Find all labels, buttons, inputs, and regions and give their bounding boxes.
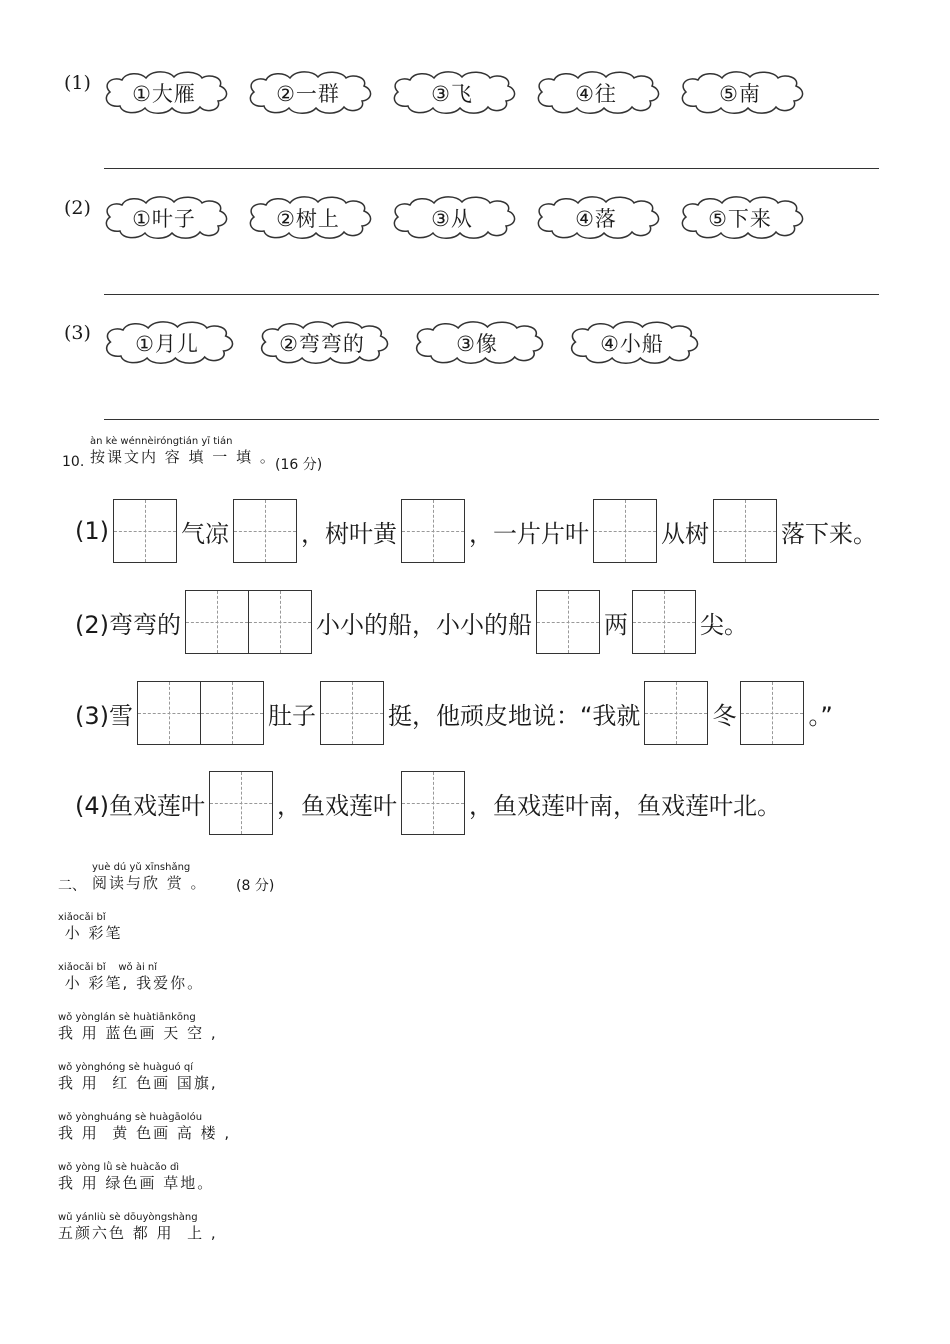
tian-grid-answer-box[interactable] bbox=[185, 590, 249, 654]
word-cloud-label: ④往 bbox=[575, 82, 617, 106]
poem-line-pinyin: wǒ yònghuáng sè huàgāolóu bbox=[58, 1112, 203, 1123]
poem-line bbox=[58, 962, 204, 992]
sort-question-number: (3) bbox=[64, 322, 91, 344]
word-cloud bbox=[532, 70, 660, 114]
word-cloud-label: ①月儿 bbox=[135, 332, 199, 356]
tian-grid-answer-box[interactable] bbox=[401, 499, 465, 563]
word-cloud-label: ②树上 bbox=[276, 207, 340, 231]
poem-line-pinyin: wǔ yánliù sè dōuyòngshàng bbox=[58, 1212, 198, 1223]
sort-question-number: (2) bbox=[64, 197, 91, 219]
poem-line bbox=[58, 1212, 218, 1242]
word-cloud-label: ③像 bbox=[456, 332, 498, 356]
poem-line bbox=[58, 912, 123, 942]
tian-grid-answer-box[interactable] bbox=[644, 681, 708, 745]
tian-grid-answer-box[interactable] bbox=[632, 590, 696, 654]
poem-line-pinyin: xiǎocǎi bǐ bbox=[58, 912, 106, 923]
question-10-pinyin: àn kè wénnèiróngtián yī tián bbox=[90, 436, 233, 447]
tian-grid-answer-box[interactable] bbox=[713, 499, 777, 563]
tian-grid-answer-box[interactable] bbox=[233, 499, 297, 563]
tian-grid-answer-box[interactable] bbox=[536, 590, 600, 654]
fill-row-text: 小小的船，小小的船 bbox=[316, 610, 532, 639]
fill-row-text: (2)弯弯的 bbox=[75, 610, 181, 639]
poem-line bbox=[58, 1062, 218, 1092]
section-2-prefix: 二、 bbox=[58, 878, 86, 894]
answer-line[interactable] bbox=[104, 168, 879, 169]
fill-row-text: 尖。 bbox=[700, 610, 748, 639]
fill-row-text: ，树叶黄 bbox=[301, 519, 397, 548]
tian-grid-answer-box[interactable] bbox=[740, 681, 804, 745]
poem-line-text: 我 用 绿色画 草地。 bbox=[58, 1174, 215, 1192]
fill-row-text: 。” bbox=[808, 701, 833, 730]
word-cloud-label: ④小船 bbox=[600, 332, 664, 356]
fill-row-text: (1) bbox=[75, 517, 109, 545]
fill-row-text: 肚子 bbox=[268, 701, 316, 730]
tian-grid-answer-box[interactable] bbox=[401, 771, 465, 835]
poem-line-text: 小 彩笔, 我爱你。 bbox=[58, 974, 205, 992]
word-cloud-label: ⑤下来 bbox=[708, 207, 772, 231]
poem-line-text: 我 用 红 色画 国旗, bbox=[58, 1074, 218, 1092]
fill-row-text: 冬 bbox=[712, 701, 737, 730]
word-cloud-label: ②一群 bbox=[276, 82, 340, 106]
fill-row-text: ，鱼戏莲叶南，鱼戏莲叶北。 bbox=[469, 791, 781, 820]
word-cloud bbox=[410, 320, 544, 364]
word-cloud bbox=[532, 195, 660, 239]
fill-row-text: ，鱼戏莲叶 bbox=[277, 791, 397, 820]
word-cloud bbox=[565, 320, 699, 364]
word-cloud-label: ③飞 bbox=[431, 82, 473, 106]
tian-grid-answer-box[interactable] bbox=[113, 499, 177, 563]
word-cloud bbox=[255, 320, 389, 364]
poem-line-pinyin: wǒ yònghóng sè huàguó qí bbox=[58, 1062, 193, 1073]
fill-row-text: 从树 bbox=[661, 519, 709, 548]
word-cloud-label: ②弯弯的 bbox=[279, 332, 365, 356]
word-cloud bbox=[388, 195, 516, 239]
fill-row bbox=[75, 680, 833, 746]
poem-line-pinyin: xiǎocǎi bǐ wǒ ài nǐ bbox=[58, 962, 158, 973]
word-cloud-label: ①叶子 bbox=[132, 207, 196, 231]
word-cloud-label: ③从 bbox=[431, 207, 473, 231]
section-2-text: 阅读与欣 赏 。 bbox=[92, 874, 208, 892]
fill-row-text: 落下来。 bbox=[781, 519, 877, 548]
tian-grid-answer-box[interactable] bbox=[209, 771, 273, 835]
word-cloud bbox=[100, 195, 228, 239]
word-cloud bbox=[100, 320, 234, 364]
section-2-pinyin: yuè dú yǔ xīnshǎng bbox=[92, 862, 191, 873]
sort-question-number: (1) bbox=[64, 72, 91, 94]
fill-row bbox=[75, 770, 781, 836]
poem-line-text: 我 用 黄 色画 高 楼 , bbox=[58, 1124, 232, 1142]
tian-grid-answer-box[interactable] bbox=[248, 590, 312, 654]
word-cloud bbox=[244, 70, 372, 114]
word-cloud bbox=[676, 70, 804, 114]
fill-row-text: ，一片片叶 bbox=[469, 519, 589, 548]
word-cloud-label: ④落 bbox=[575, 207, 617, 231]
poem-line-pinyin: wǒ yòng lǜ sè huàcǎo dì bbox=[58, 1162, 180, 1173]
fill-row-text: (4)鱼戏莲叶 bbox=[75, 791, 205, 820]
section-2-score: (8 分) bbox=[236, 878, 275, 894]
poem-line bbox=[58, 1112, 231, 1142]
word-cloud-label: ①大雁 bbox=[132, 82, 196, 106]
poem-line bbox=[58, 1162, 214, 1192]
word-cloud bbox=[244, 195, 372, 239]
tian-grid-answer-box[interactable] bbox=[137, 681, 201, 745]
question-10-score: (16 分) bbox=[275, 457, 323, 473]
answer-line[interactable] bbox=[104, 419, 879, 420]
poem-line-text: 五颜六色 都 用 上 , bbox=[58, 1224, 218, 1242]
fill-row bbox=[75, 589, 748, 655]
word-cloud-label: ⑤南 bbox=[719, 82, 761, 106]
word-cloud bbox=[100, 70, 228, 114]
fill-row-text: 挺，他顽皮地说：“我就 bbox=[388, 701, 641, 730]
answer-line[interactable] bbox=[104, 294, 879, 295]
fill-row-text: 两 bbox=[604, 610, 628, 639]
word-cloud bbox=[388, 70, 516, 114]
word-cloud bbox=[676, 195, 804, 239]
tian-grid-answer-box[interactable] bbox=[593, 499, 657, 563]
question-number: 10. bbox=[62, 454, 85, 470]
poem-line-text: 我 用 蓝色画 天 空 , bbox=[58, 1024, 218, 1042]
fill-row-text: 气凉 bbox=[181, 519, 229, 548]
tian-grid-answer-box[interactable] bbox=[320, 681, 384, 745]
fill-row-text: (3)雪 bbox=[75, 701, 133, 730]
fill-row bbox=[75, 498, 877, 564]
tian-grid-answer-box[interactable] bbox=[200, 681, 264, 745]
poem-line bbox=[58, 1012, 218, 1042]
poem-line-pinyin: wǒ yònglán sè huàtiānkōng bbox=[58, 1012, 196, 1023]
question-10-text: 按课文内 容 填 一 填 。 bbox=[90, 448, 277, 466]
poem-line-text: 小 彩笔 bbox=[58, 924, 123, 942]
